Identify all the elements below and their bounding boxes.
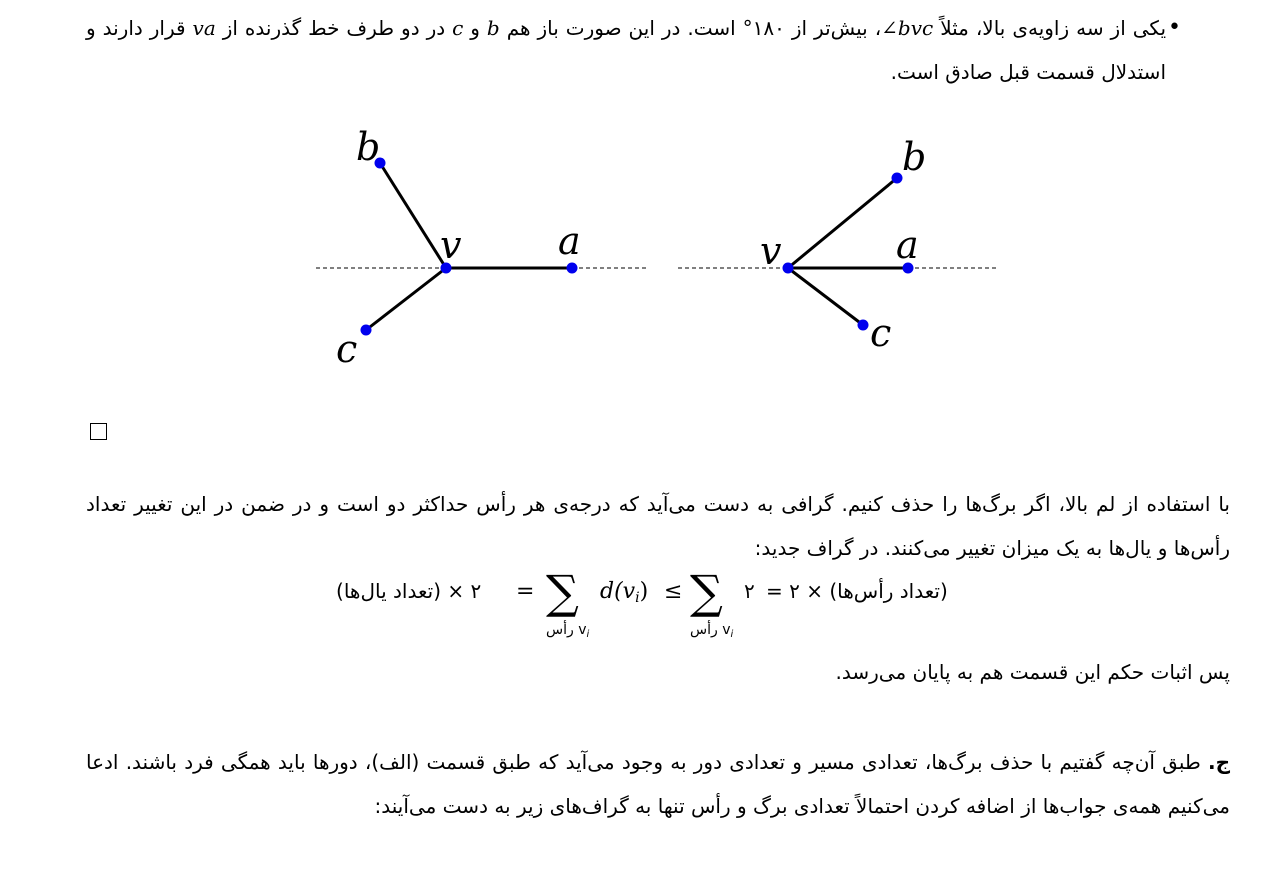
paragraph-proof-end: پس اثبات حکم این قسمت هم به پایان می‌رسد. [835, 660, 1230, 684]
left-label-a: a [558, 219, 581, 263]
eq-leq: ≤ [664, 579, 683, 604]
bullet-text-1: یکی از سه زاویه‌ی بالا، مثلاً [933, 16, 1167, 40]
left-label-b: b [356, 125, 381, 169]
left-vertex-c [361, 325, 372, 336]
left-graph [316, 125, 646, 371]
bullet-marker: • [1168, 15, 1181, 40]
right-label-b: b [902, 135, 927, 179]
left-edge-vb [380, 163, 446, 268]
var-va: va [192, 16, 216, 40]
var-b: b [486, 16, 500, 40]
figure-svg [0, 110, 1281, 380]
bullet-paragraph [86, 6, 1166, 94]
bullet-text-5: در دو طرف خط گذرنده از [215, 16, 453, 40]
paragraph-remove-leaves: با استفاده از لم بالا، اگر برگ‌ها را حذف کنیم. گرافی به دست می‌آید که درجه‌ی هر رأس حداکثر دو است و در ضمن در این تغییر تعداد رأس‌ها و یال‌ها به یک میزان تغییر می‌کنند. در گراف جدید: [86, 492, 1230, 560]
part-c-text: طبق آن‌چه گفتیم با حذف برگ‌ها، تعدادی مسیر و تعدادی دور به وجود می‌آید که طبق قسمت (الف)، دورها باید همگی فرد باشند. ادعا می‌کنیم همه‌ی جواب‌ها از اضافه کردن احتمالاً تعدادی برگ و رأس تنها به گراف‌های زیر به دست می‌آیند: [86, 750, 1230, 818]
right-label-v: v [760, 229, 782, 273]
right-vertex-b [892, 173, 903, 184]
bullet-text-6: قرار دارند و استدلال قسمت قبل صادق است. [86, 16, 1166, 84]
eq-equals: = [516, 579, 535, 604]
bullet-text-4: و [463, 16, 487, 40]
right-label-a: a [896, 223, 919, 267]
right-vertex-v [783, 263, 794, 274]
right-graph [678, 135, 998, 355]
part-c-label: ج. [1207, 750, 1230, 774]
right-edge-vc [788, 268, 863, 325]
eq-rhs: = ۲ × (تعداد رأس‌ها) [766, 579, 948, 603]
right-vertex-c [858, 320, 869, 331]
left-edge-vc [366, 268, 446, 330]
sum-symbol-1: ∑ [546, 566, 579, 619]
paragraph-part-c [86, 740, 1230, 828]
sum-subscript-2: رأس $v_i$ [690, 622, 734, 640]
figure-two-graphs [0, 110, 1281, 380]
right-edge-vb [788, 178, 897, 268]
eq-two: ۲ [744, 579, 755, 603]
left-label-c: c [336, 327, 358, 371]
var-c: c [452, 16, 464, 40]
left-vertex-a [567, 263, 578, 274]
equation-svg [0, 566, 1281, 646]
bullet-text-3: است. در این صورت باز هم [499, 16, 743, 40]
angle-bvc: ∠bvc [881, 16, 934, 40]
sum-subscript-1: رأس $v_i$ [546, 622, 590, 640]
eq-term: d(vi) [600, 579, 649, 606]
left-label-v: v [440, 223, 462, 267]
eq-lhs: (تعداد یال‌ها) × ۲ [336, 579, 482, 603]
degree-value: ۱۸۰° [742, 16, 785, 40]
bullet-text-2: ، بیش‌تر از [784, 16, 882, 40]
degree-sum-equation [0, 566, 1281, 646]
qed-box [90, 423, 107, 440]
right-label-c: c [870, 311, 892, 355]
sum-symbol-2: ∑ [690, 566, 723, 619]
